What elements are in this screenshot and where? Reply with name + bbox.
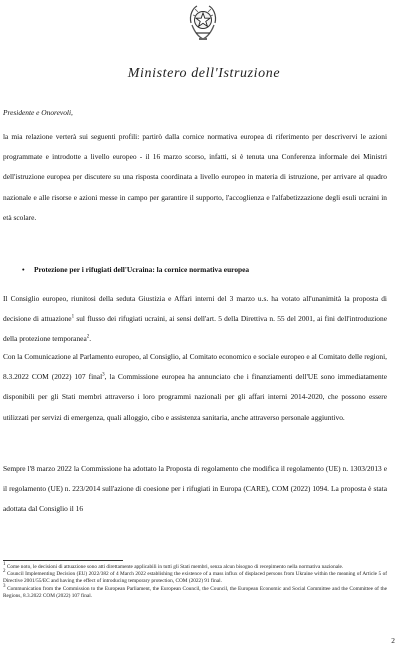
section-heading-text: Protezione per i rifugiati dell'Ucraina: la cornice normativa europea — [34, 265, 250, 274]
intro-paragraph: la mia relazione verterà sui seguenti profili: partirò dalla cornice normativa europea di riferimento per descrivervi le azioni programmate e introdotte a livello europeo - il 16 marzo scorso, infatti, si è tenuta una Conferenza informale dei Ministri dell'istruzione europea per discutere su una risposta coordinata a livello europeo in materia di istruzione, per arrivare al quadro nazionale e alle risorse e azioni messe in campo per garantire il supporto, l'accoglienza e l'alfabetizzazione degli esuli ucraini in età scolare. — [3, 132, 387, 222]
italian-republic-emblem-icon — [187, 3, 219, 43]
paragraph-care-regulation: Sempre l'8 marzo 2022 la Commissione ha adottato la Proposta di regolamento che modifica il regolamento (UE) n. 1303/2013 e il regolamento (UE) n. 223/2014 sull'azione di coesione per i rifugiati in Europa (CARE), COM (2022) 1094. La proposta è stata adottata dal Consiglio il 16 — [3, 464, 387, 514]
footnote-3: $^3$ Communication from the Commission to the European Parliament, the European Council, the Council, the European Economic and Social Committee and the Committee of the Regions, 8.3.2022 COM (2022) 107 final. — [3, 583, 387, 599]
footnote-1: $^1$ Come noto, le decisioni di attuazione sono atti direttamente applicabili in tutti gli Stati membri, senza alcun bisogno di recepimento nella normativa nazionale. — [3, 562, 344, 570]
footnotes — [3, 564, 387, 600]
salutation: Presidente e Onorevoli, — [3, 108, 73, 117]
footnote-ref-3[interactable]: 3 — [102, 372, 105, 378]
paragraph-communication: Con la Comunicazione al Parlamento europeo, al Consiglio, al Comitato economico e sociale europeo e al Comitato delle regioni, 8.3.2022 COM (2022) 107 final$^3$, la Commissione europea ha annunciato che i finanziamenti dell'UE sono immediatamente disponibili per gli Stati membri attraverso i loro programmi nazionali per gli affari interni 2014-2020, che possono essere utilizzati per servizi di emergenza, quali alloggio, cibo e assistenza sanitaria, anche attraverso personale aggiuntivo. — [3, 352, 388, 422]
paragraph-council: Il Consiglio europeo, riunitosi della seduta Giustizia e Affari interni del 3 marzo u.s. ha votato all'unanimità la proposta di decisione di attuazione$^1$ sul flusso dei rifugiati ucraini, ai sensi dell'art. 5 della Direttiva n. 55 del 2001, ai fini dell'introduzione della protezione temporanea$^2$. — [3, 294, 387, 344]
bullet-icon: • — [22, 265, 25, 274]
footnote-ref-1[interactable]: 1 — [71, 314, 75, 320]
footnote-2: $^2$ Council Implementing Decision (EU) 2022/382 of 4 March 2022 establishing the existence of a mass influx of displaced persons from Ukraine within the meaning of Article 5 of Directive 2001/55/EC and having the effect of introducing temporary protection, COM (2022) 91 final. — [3, 569, 387, 585]
footnote-divider — [3, 560, 123, 561]
page-number: 2 — [391, 636, 395, 645]
footnote-ref-2[interactable]: 2 — [86, 334, 90, 340]
section-heading — [22, 260, 249, 280]
ministry-title: Ministero dell'Istruzione — [127, 66, 281, 81]
